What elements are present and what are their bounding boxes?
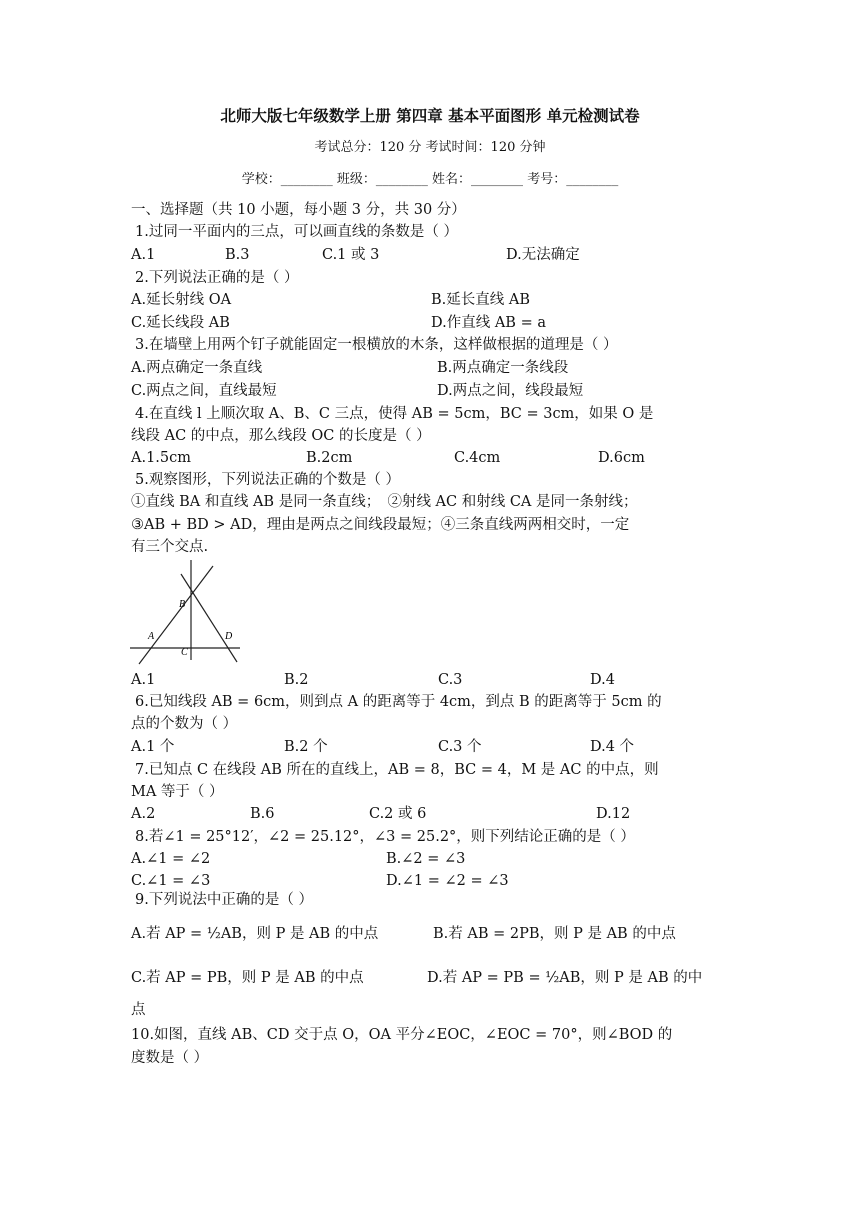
question-9-stem: 9.下列说法中正确的是（ ） bbox=[135, 892, 313, 908]
question-10-stem-line2: 度数是（ ） bbox=[131, 1050, 209, 1066]
q2-option-c: C.延长线段 AB bbox=[131, 315, 230, 331]
q4-option-c: C.4cm bbox=[454, 450, 501, 466]
question-4-stem-line2: 线段 AC 的中点，那么线段 OC 的长度是（ ） bbox=[131, 428, 431, 444]
q8-option-d: D.∠1 = ∠2 = ∠3 bbox=[386, 873, 509, 889]
section-heading: 一、选择题（共 10 小题，每小题 3 分，共 30 分） bbox=[131, 202, 466, 218]
q9-option-d-wrap: 点 bbox=[131, 1002, 146, 1018]
q1-option-b: B.3 bbox=[225, 247, 250, 263]
question-6-stem-line1: 6.已知线段 AB = 6cm，则到点 A 的距离等于 4cm，到点 B 的距离等于 5cm 的 bbox=[135, 694, 662, 710]
q2-option-b: B.延长直线 AB bbox=[431, 292, 531, 308]
q1-option-d: D.无法确定 bbox=[506, 247, 580, 263]
student-info-fields: 学校：________ 班级：________ 姓名：________ 考号：________ bbox=[241, 172, 619, 187]
question-5-statement-3-4: ③AB + BD > AD，理由是两点之间线段最短；④三条直线两两相交时，一定 bbox=[131, 517, 630, 533]
q3-option-c: C.两点之间，直线最短 bbox=[131, 383, 277, 399]
question-5-statement-1-2: ①直线 BA 和直线 AB 是同一条直线； ②射线 AC 和射线 CA 是同一条射线； bbox=[131, 494, 638, 510]
q4-option-b: B.2cm bbox=[306, 450, 353, 466]
q8-option-a: A.∠1 = ∠2 bbox=[131, 851, 211, 867]
q1-option-c: C.1 或 3 bbox=[322, 247, 380, 263]
q6-option-a: A.1 个 bbox=[131, 739, 175, 755]
q5-option-b: B.2 bbox=[284, 672, 309, 688]
q7-option-c: C.2 或 6 bbox=[369, 806, 427, 822]
question-8-stem: 8.若∠1 = 25°12′，∠2 = 25.12°，∠3 = 25.2°，则下列结论正确的是（ ） bbox=[135, 829, 635, 845]
q9-option-b: B.若 AB = 2PB，则 P 是 AB 的中点 bbox=[433, 926, 676, 942]
question-5-statement-end: 有三个交点. bbox=[131, 539, 209, 555]
question-4-stem-line1: 4.在直线 l 上顺次取 A、B、C 三点，使得 AB = 5cm，BC = 3cm，如果 O 是 bbox=[135, 406, 654, 422]
figure-label-c: C bbox=[181, 647, 188, 658]
q9-option-c: C.若 AP = PB，则 P 是 AB 的中点 bbox=[131, 970, 364, 986]
question-7-stem-line1: 7.已知点 C 在线段 AB 所在的直线上，AB = 8，BC = 4，M 是 AC 的中点，则 bbox=[135, 762, 659, 778]
q4-option-a: A.1.5cm bbox=[131, 450, 192, 466]
q5-option-a: A.1 bbox=[131, 672, 156, 688]
q5-option-d: D.4 bbox=[590, 672, 615, 688]
question-5-stem: 5.观察图形，下列说法正确的个数是（ ） bbox=[135, 472, 400, 488]
question-7-stem-line2: MA 等于（ ） bbox=[131, 784, 224, 800]
figure-label-a: A bbox=[148, 631, 155, 642]
figure-line-ab bbox=[139, 566, 213, 664]
question-2-stem: 2.下列说法正确的是（ ） bbox=[135, 270, 299, 286]
q1-option-a: A.1 bbox=[131, 247, 156, 263]
q8-option-b: B.∠2 = ∠3 bbox=[386, 851, 466, 867]
figure-line-bd bbox=[181, 574, 237, 662]
figure-label-b: B bbox=[179, 599, 186, 610]
q9-option-a: A.若 AP = ½AB，则 P 是 AB 的中点 bbox=[131, 926, 379, 942]
exam-title: 北师大版七年级数学上册 第四章 基本平面图形 单元检测试卷 bbox=[220, 107, 640, 125]
question-3-stem: 3.在墙壁上用两个钉子就能固定一根横放的木条，这样做根据的道理是（ ） bbox=[135, 337, 618, 353]
question-6-stem-line2: 点的个数为（ ） bbox=[131, 716, 238, 732]
question-10-stem-line1: 10.如图，直线 AB、CD 交于点 O，OA 平分∠EOC，∠EOC = 70°，则∠BOD 的 bbox=[131, 1027, 673, 1043]
question-1-stem: 1.过同一平面内的三点，可以画直线的条数是（ ） bbox=[135, 224, 458, 240]
q6-option-b: B.2 个 bbox=[284, 739, 328, 755]
q2-option-a: A.延长射线 OA bbox=[131, 292, 232, 308]
q8-option-c: C.∠1 = ∠3 bbox=[131, 873, 211, 889]
q2-option-d: D.作直线 AB = a bbox=[431, 315, 546, 331]
q4-option-d: D.6cm bbox=[598, 450, 645, 466]
q7-option-a: A.2 bbox=[131, 806, 156, 822]
q5-option-c: C.3 bbox=[438, 672, 463, 688]
q9-option-d: D.若 AP = PB = ½AB，则 P 是 AB 的中 bbox=[427, 970, 703, 986]
q6-option-d: D.4 个 bbox=[590, 739, 635, 755]
q3-option-a: A.两点确定一条直线 bbox=[131, 360, 263, 376]
q3-option-d: D.两点之间，线段最短 bbox=[437, 383, 584, 399]
q3-option-b: B.两点确定一条线段 bbox=[437, 360, 569, 376]
question-5-figure bbox=[125, 556, 245, 668]
q7-option-d: D.12 bbox=[596, 806, 631, 822]
q7-option-b: B.6 bbox=[250, 806, 275, 822]
exam-info: 考试总分：120 分 考试时间：120 分钟 bbox=[314, 140, 546, 155]
q6-option-c: C.3 个 bbox=[438, 739, 482, 755]
figure-label-d: D bbox=[225, 631, 233, 642]
